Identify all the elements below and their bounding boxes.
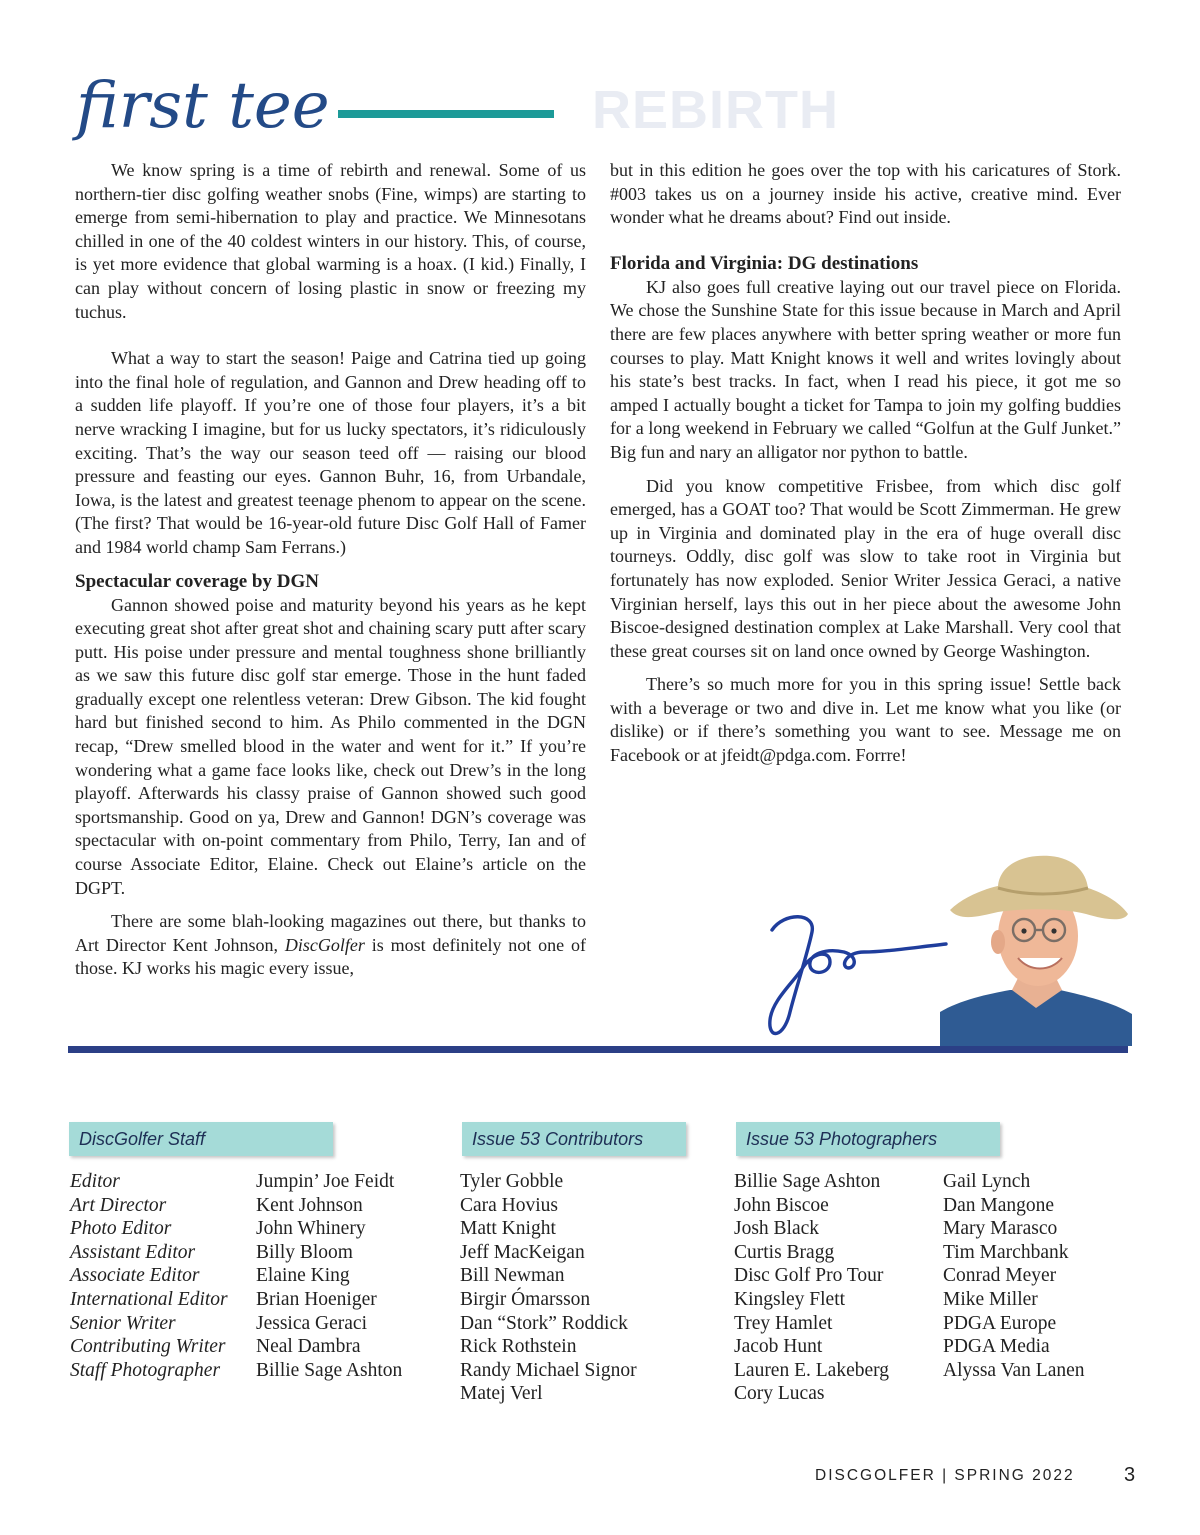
staff-name: Neal Dambra bbox=[256, 1336, 361, 1358]
photographer-name: Jacob Hunt bbox=[734, 1336, 823, 1358]
photographer-name: Dan Mangone bbox=[943, 1194, 1055, 1216]
editor-signature bbox=[760, 908, 960, 1048]
contributor-name: Matt Knight bbox=[460, 1218, 556, 1240]
staff-role: Associate Editor bbox=[70, 1265, 200, 1287]
contributor-name: Randy Michael Signor bbox=[460, 1359, 637, 1381]
staff-name: Billy Bloom bbox=[256, 1241, 353, 1263]
photographer-name: Conrad Meyer bbox=[943, 1265, 1057, 1287]
staff-name: Kent Johnson bbox=[256, 1194, 363, 1216]
paragraph-art-director-text-a: There are some blah-looking magazines out there, but thanks to Art Director Kent Johnson, bbox=[75, 911, 586, 955]
paragraph-season-start: What a way to start the season! Paige and Catrina tied up going into the final hole of regulation, and Gannon and Drew heading off to a sudden life playoff. If you’re one of those four players, it’s a bit nerve wracking I imagine, but for us lucky spectators, it’s ridiculously exciting. That’s the way our season teed off — raising our blood pressure and feasting our eyes. Gannon Buhr, 16, from Urbandale, Iowa, is the latest and greatest teenage phenom to appear on the scene. (The first? That would be 16-year-old future Disc Golf Hall of Famer and 1984 world champ Sam Ferrans.) bbox=[75, 348, 586, 557]
contributors-list bbox=[460, 1170, 637, 1406]
photographer-name: Mike Miller bbox=[943, 1288, 1038, 1310]
staff-heading-box: DiscGolfer Staff bbox=[69, 1122, 333, 1156]
photographer-name: Tim Marchbank bbox=[943, 1241, 1069, 1263]
staff-name: Billie Sage Ashton bbox=[256, 1359, 403, 1381]
photographers-list-col2 bbox=[943, 1170, 1085, 1382]
staff-role: International Editor bbox=[70, 1288, 228, 1310]
photographer-name: John Biscoe bbox=[734, 1194, 829, 1216]
subhead-dgn-coverage: Spectacular coverage by DGN bbox=[75, 570, 319, 592]
contributor-name: Birgir Ómarsson bbox=[460, 1288, 591, 1310]
paragraph-closing: There’s so much more for you in this spring issue! Settle back with a beverage or two and dive in. Let me know what you like (or dislike) or if there’s something you want to see. Message me on Facebook or at jfeidt@pdga.com. Forrre! bbox=[610, 674, 1121, 766]
staff-role: Senior Writer bbox=[70, 1312, 176, 1334]
staff-roles-list bbox=[70, 1170, 228, 1382]
paragraph-stork: but in this edition he goes over the top with his caricatures of Stork. #003 takes us on a journey inside his active, creative mind. Ever wonder what he dreams about? Find out inside. bbox=[610, 160, 1121, 228]
issue-theme-word: REBIRTH bbox=[592, 80, 839, 140]
photographer-name: Disc Golf Pro Tour bbox=[734, 1265, 884, 1287]
photographer-name: Josh Black bbox=[734, 1218, 820, 1240]
page-header bbox=[76, 66, 1156, 156]
staff-role: Photo Editor bbox=[70, 1218, 172, 1240]
paragraph-florida: KJ also goes full creative laying out our travel piece on Florida. We chose the Sunshine State for this issue because in March and April there are few places anywhere with better spring weather or more fun courses to play. Matt Knight knows it well and writes lovingly about his state’s best tracks. In fact, when I read his piece, it got me so amped I actually bought a ticket for Tampa to join my golfing buddies for a long weekend in February we called “Golfun at the Gulf Junket.” Big fun and nary an alligator nor python to battle. bbox=[610, 276, 1121, 462]
photographer-name: PDGA Europe bbox=[943, 1312, 1057, 1334]
photographer-name: Gail Lynch bbox=[943, 1171, 1031, 1192]
photographer-name: PDGA Media bbox=[943, 1336, 1050, 1358]
article-column-right bbox=[610, 159, 1121, 768]
article-column-left bbox=[75, 159, 586, 981]
photographer-name: Lauren E. Lakeberg bbox=[734, 1359, 890, 1381]
contributor-name: Bill Newman bbox=[460, 1265, 565, 1287]
photographers-list-col1 bbox=[734, 1170, 889, 1406]
photographers-heading-box: Issue 53 Photographers bbox=[736, 1122, 1000, 1156]
photographer-name: Mary Marasco bbox=[943, 1218, 1058, 1240]
paragraph-virginia: Did you know competitive Frisbee, from which disc golf emerged, has a GOAT too? That would be Scott Zimmerman. He grew up in Virginia and dominated play in the era of huge overall disc tourneys. Oddly, disc golf was slow to take root in Virginia but fortunately has now exploded. Senior Writer Jessica Geraci, a native Virginian herself, lays this out in her piece about the awesome John Biscoe-designed destination complex at Lake Marshall. Very cool that these great courses sit on land once owned by George Washington. bbox=[610, 475, 1121, 661]
contributor-name: Rick Rothstein bbox=[460, 1336, 577, 1358]
contributor-name: Jeff MacKeigan bbox=[460, 1241, 585, 1263]
page-number: 3 bbox=[1124, 1464, 1136, 1486]
staff-role: Art Director bbox=[70, 1194, 167, 1216]
magazine-issue-footer: DISCGOLFER | SPRING 2022 bbox=[815, 1467, 1075, 1484]
subhead-destinations: Florida and Virginia: DG destinations bbox=[610, 252, 919, 274]
editor-portrait-photo bbox=[940, 850, 1132, 1046]
staff-name: Jessica Geraci bbox=[256, 1312, 367, 1334]
photographer-name: Billie Sage Ashton bbox=[734, 1171, 881, 1192]
contributor-name: Dan “Stork” Roddick bbox=[460, 1312, 628, 1334]
staff-name: Jumpin’ Joe Feidt bbox=[256, 1171, 395, 1192]
staff-role: Assistant Editor bbox=[70, 1241, 196, 1263]
staff-name: Brian Hoeniger bbox=[256, 1288, 377, 1310]
staff-role: Contributing Writer bbox=[70, 1336, 226, 1358]
photographer-name: Kingsley Flett bbox=[734, 1288, 846, 1310]
paragraph-art-director-text-b: is most definitely not one of those. KJ works his magic every issue, bbox=[75, 934, 586, 979]
photographer-name: Curtis Bragg bbox=[734, 1241, 835, 1263]
staff-role: Staff Photographer bbox=[70, 1359, 221, 1381]
staff-name: John Whinery bbox=[256, 1218, 366, 1240]
contributors-heading-box: Issue 53 Contributors bbox=[462, 1122, 686, 1156]
staff-name: Elaine King bbox=[256, 1265, 350, 1287]
contributor-name: Matej Verl bbox=[460, 1383, 543, 1405]
photographer-name: Cory Lucas bbox=[734, 1383, 825, 1405]
staff-names-list bbox=[256, 1170, 402, 1382]
magazine-name-italic: DiscGolfer bbox=[284, 934, 365, 955]
staff-role: Editor bbox=[70, 1171, 120, 1192]
contributor-name: Cara Hovius bbox=[460, 1194, 559, 1216]
paragraph-intro: We know spring is a time of rebirth and renewal. Some of us northern-tier disc golfing weather snobs (Fine, wimps) are starting to emerge from semi-hibernation to play and practice. We Minnesotans chilled in one of the 40 coldest winters in our history. This, of course, is yet more evidence that global warming is a hoax. (I kid.) Finally, I can play without concern of losing plastic in snow or freezing my tuchus. bbox=[75, 160, 586, 322]
paragraph-gannon: Gannon showed poise and maturity beyond his years as he kept executing great shot after great shot and chaining scary putt after scary putt. His poise under pressure and mental toughness shone brilliantly as we saw this future disc golf star emerge. Those in the hunt faded gradually except one relentless veteran: Drew Gibson. The kid fought hard but finished second to him. As Philo commented in the DGN recap, “Drew smelled blood in the water and went for it.” If you’re wondering what a game face looks like, check out Drew’s in the long playoff. Afterwards his classy praise of Gannon showed such good sportsmanship. Good on ya, Drew and Gannon! DGN’s coverage was spectacular with on-point commentary from Philo, Terry, Ian and of course Associate Editor, Elaine. Check out Elaine’s article on the DGPT. bbox=[75, 594, 586, 898]
column-title: first tee bbox=[76, 69, 330, 143]
contributor-name: Tyler Gobble bbox=[460, 1171, 564, 1192]
section-divider-rule bbox=[68, 1046, 1128, 1053]
photographer-name: Alyssa Van Lanen bbox=[943, 1359, 1085, 1381]
photographer-name: Trey Hamlet bbox=[734, 1312, 833, 1334]
paragraph-art-director bbox=[75, 910, 586, 981]
title-rule bbox=[338, 110, 554, 118]
